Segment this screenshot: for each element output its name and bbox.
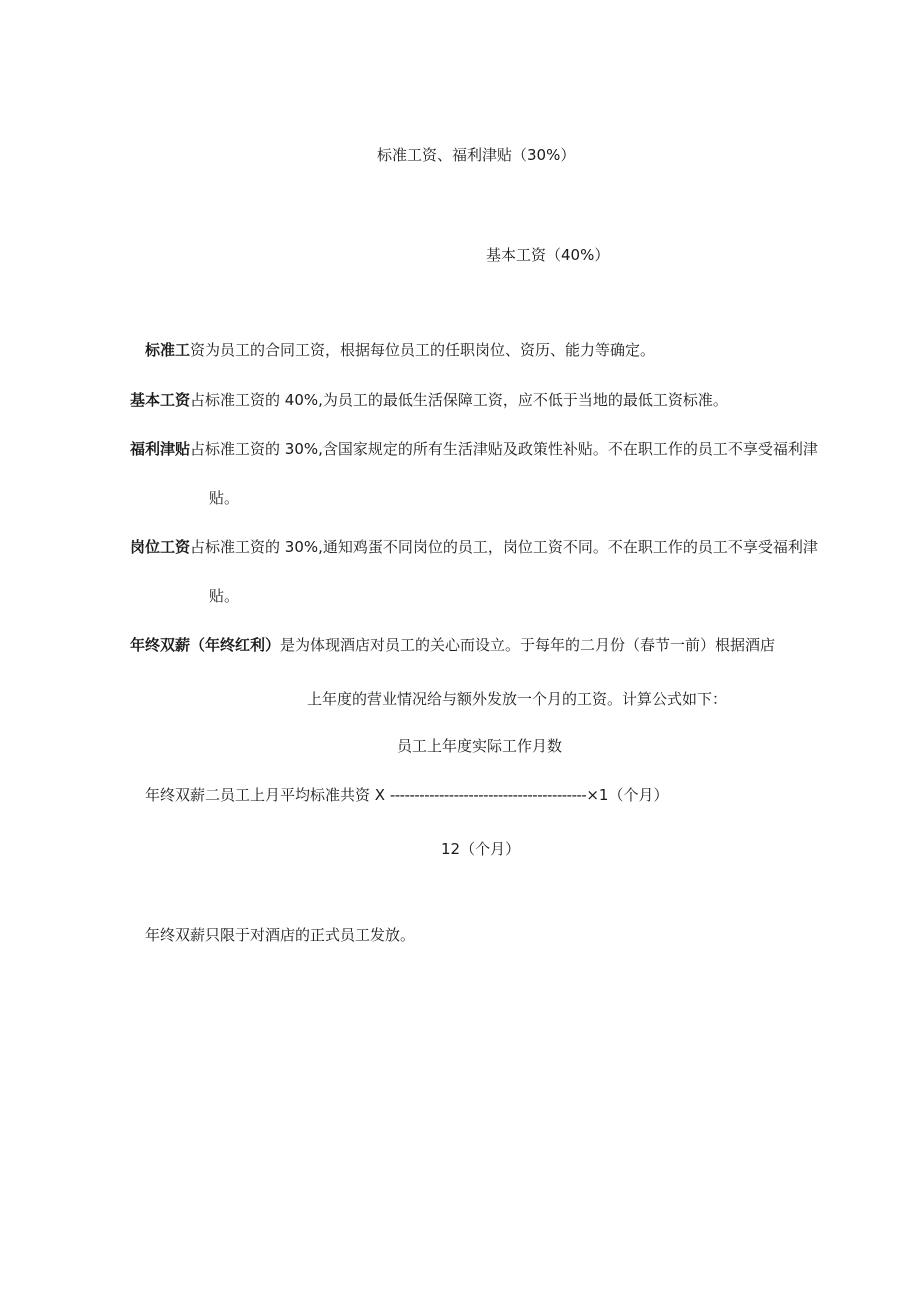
paragraph-welfare-continuation: 贴。 bbox=[209, 489, 240, 507]
term-standard-salary: 标准工 bbox=[145, 341, 191, 359]
paragraph-welfare-allowance bbox=[130, 439, 818, 459]
note-eligibility: 年终双薪只限于对酒店的正式员工发放。 bbox=[145, 926, 416, 944]
text-basic-salary: 占标准工资的 40%,为员工的最低生活保障工资，应不低于当地的最低工资标准。 bbox=[190, 391, 728, 409]
text-standard-salary: 资为员工的合同工资，根据每位员工的任职岗位、资历、能力等确定。 bbox=[190, 341, 656, 359]
term-basic-salary: 基本工资 bbox=[130, 391, 191, 409]
paragraph-standard-salary bbox=[145, 340, 655, 360]
paragraph-basic-salary bbox=[130, 390, 728, 410]
paragraph-bonus-continuation: 上年度的营业情况给与额外发放一个月的工资。计算公式如下： bbox=[307, 690, 728, 708]
paragraph-year-end-bonus bbox=[130, 635, 775, 655]
text-welfare-allowance: 占标准工资的 30%,含国家规定的所有生活津贴及政策性补贴。不在职工作的员工不享受福利津 bbox=[190, 440, 818, 458]
heading-standard-welfare: 标准工资、福利津贴（30%） bbox=[377, 146, 576, 164]
paragraph-post-continuation: 贴。 bbox=[209, 587, 240, 605]
formula-fraction-bar: ---------------------------------------- bbox=[389, 786, 587, 804]
text-year-end-bonus: 是为体现酒店对员工的关心而设立。于每年的二月份（春节一前）根据酒店 bbox=[280, 636, 776, 654]
formula-line bbox=[145, 785, 668, 805]
term-welfare-allowance: 福利津贴 bbox=[130, 440, 191, 458]
formula-denominator: 12（个月） bbox=[441, 840, 521, 858]
formula-numerator: 员工上年度实际工作月数 bbox=[397, 737, 563, 755]
formula-lhs: 年终双薪二员工上月平均标准共资 X bbox=[145, 786, 386, 804]
heading-basic-salary: 基本工资（40%） bbox=[486, 246, 610, 264]
paragraph-post-salary bbox=[130, 537, 818, 557]
term-year-end-bonus: 年终双薪（年终红利） bbox=[130, 636, 281, 654]
text-post-salary: 占标准工资的 30%,通知鸡蛋不同岗位的员工，岗位工资不同。不在职工作的员工不享受福利津 bbox=[190, 538, 818, 556]
formula-rhs: ×1（个月） bbox=[586, 786, 669, 804]
term-post-salary: 岗位工资 bbox=[130, 538, 191, 556]
